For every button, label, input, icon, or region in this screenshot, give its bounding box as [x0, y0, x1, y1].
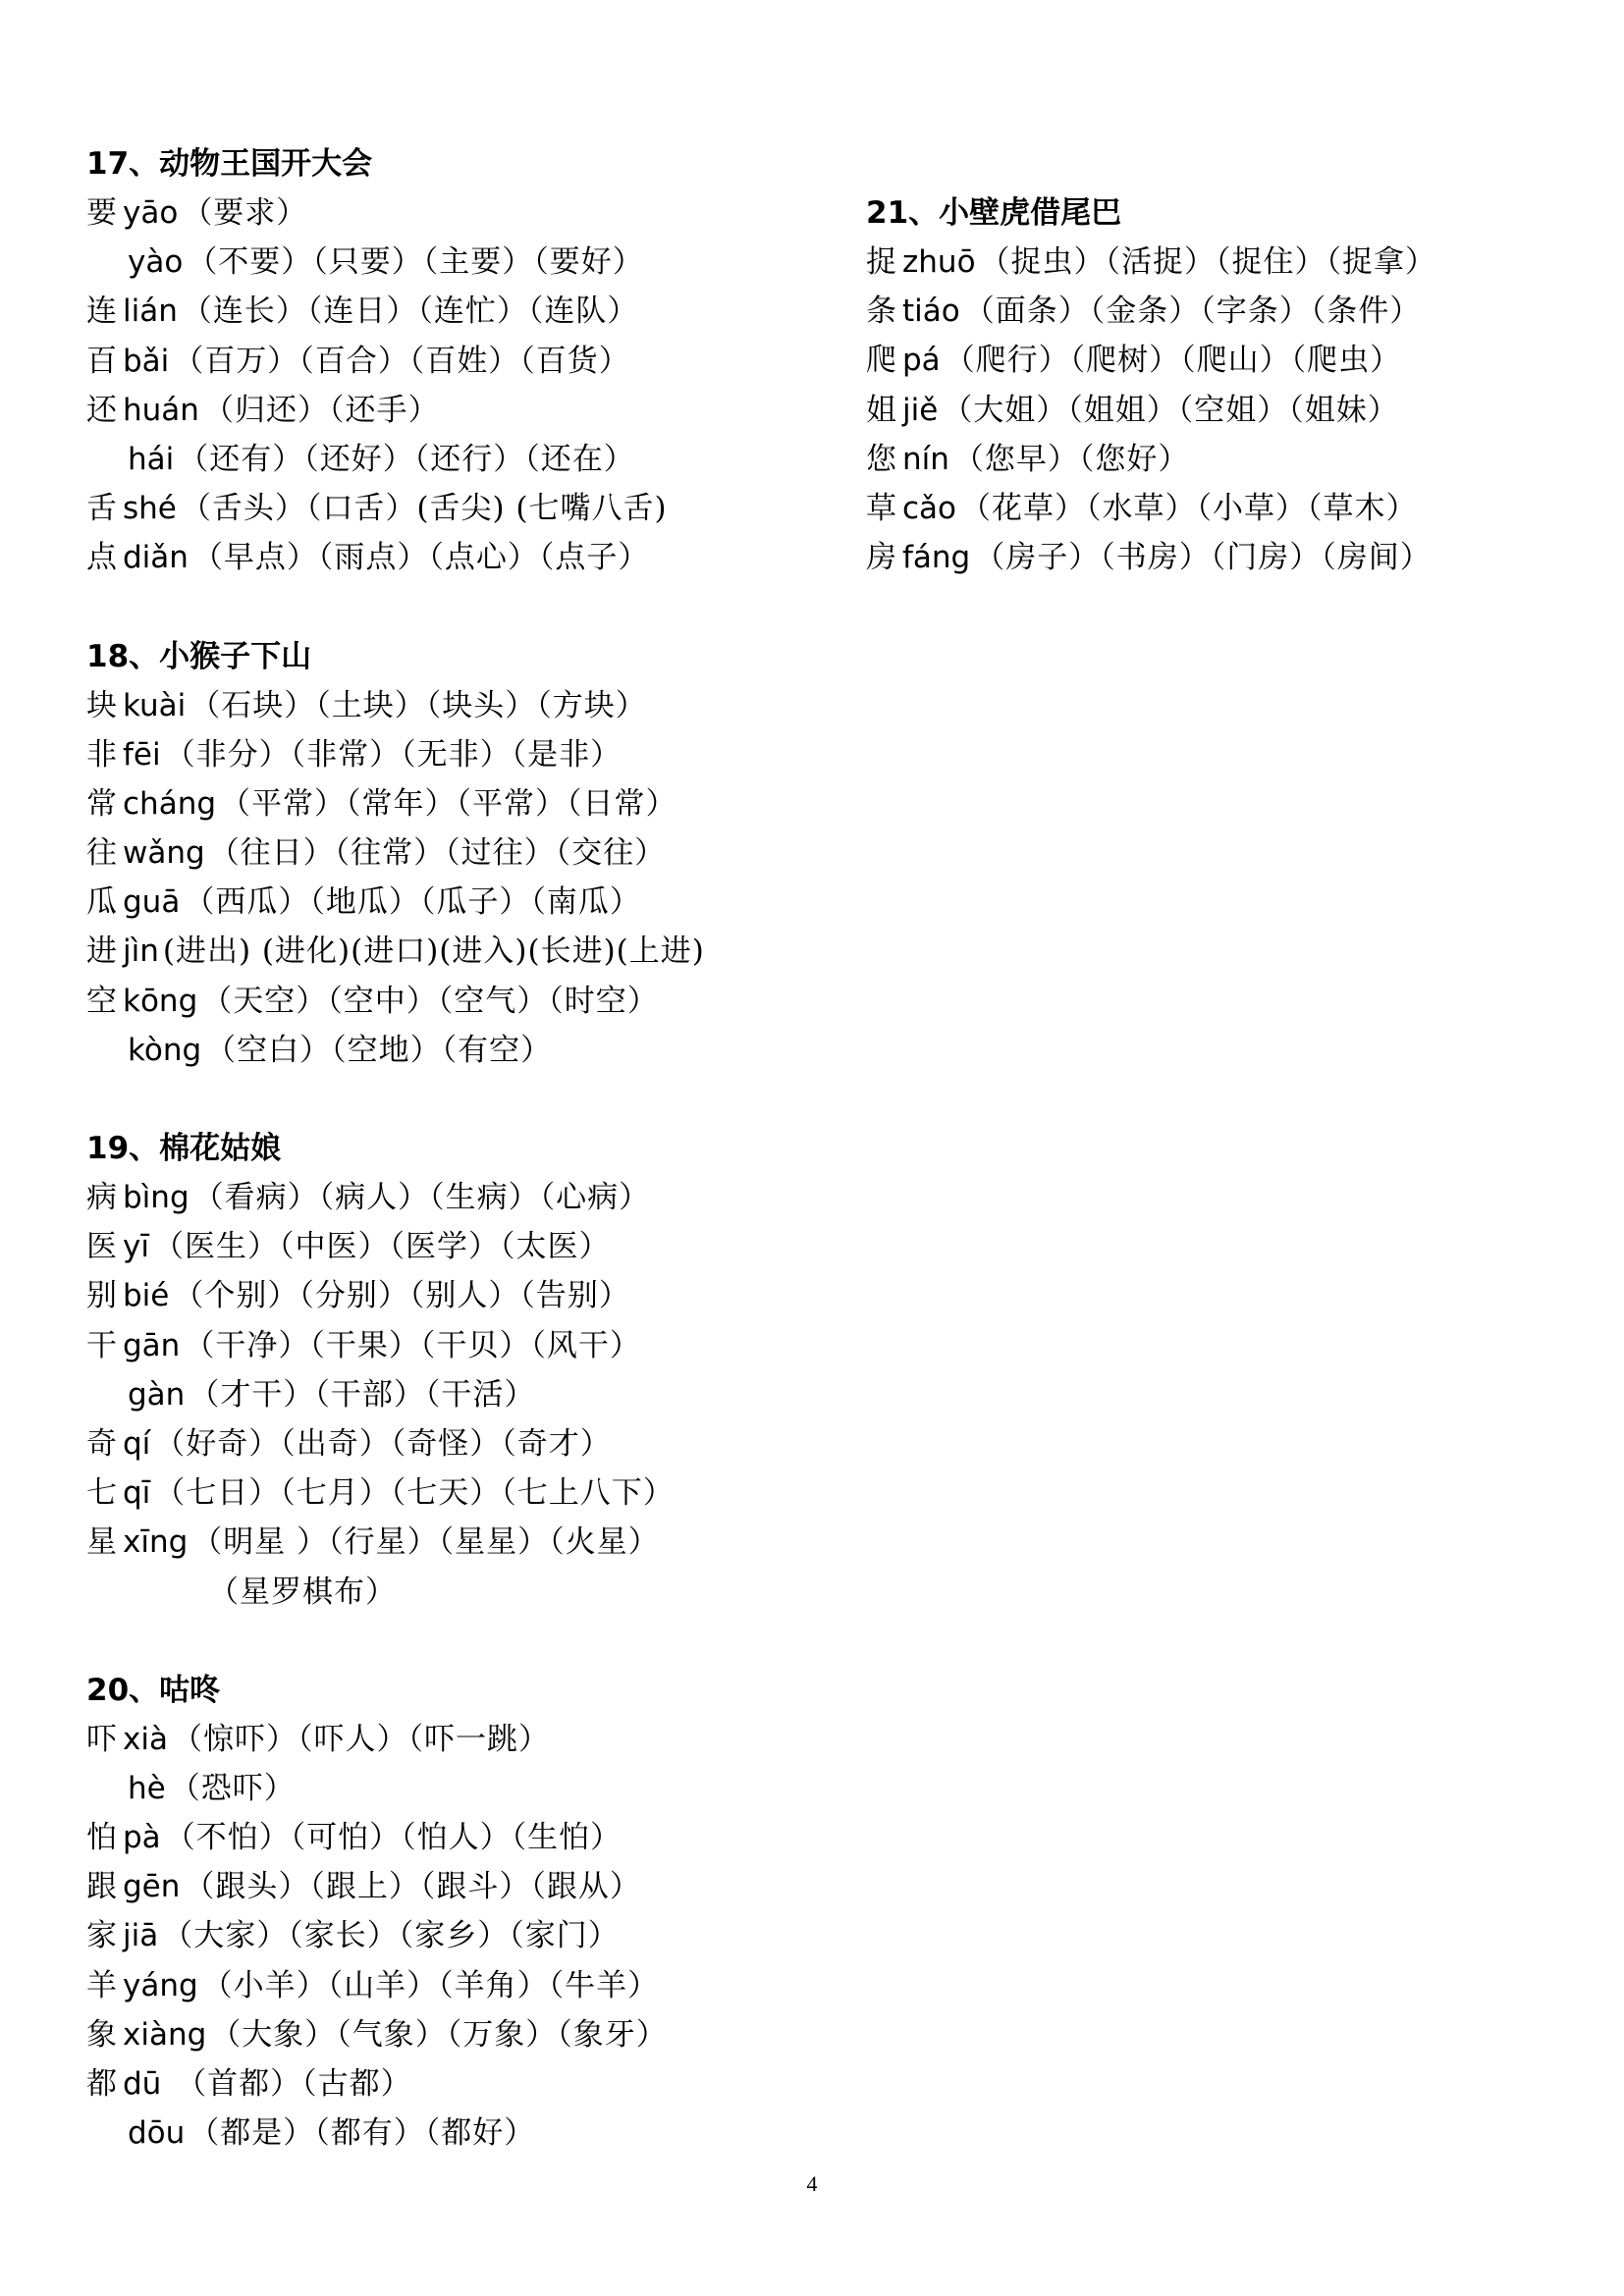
vocab-pinyin: pà	[123, 1820, 161, 1856]
lesson-section	[86, 1124, 872, 1617]
page-number: 4	[806, 2171, 818, 2196]
vocab-entry	[866, 238, 1553, 287]
vocab-words: （大家）（家长）（家乡）（家门）	[162, 1918, 620, 1954]
vocab-character: 块	[86, 687, 117, 723]
vocab-words: （好奇）（出奇）（奇怪）（奇才）	[154, 1425, 612, 1462]
vocab-words: （舌头）（口舌）(舌尖) (七嘴八舌)	[180, 491, 668, 527]
vocab-pinyin: pá	[902, 343, 941, 379]
vocab-character: 星	[86, 1524, 117, 1561]
vocab-words: （要求）	[182, 195, 308, 231]
vocab-pinyin: xià	[123, 1721, 168, 1757]
vocab-entry	[86, 681, 872, 730]
vocab-character: 非	[86, 736, 117, 773]
vocab-entry	[866, 287, 1553, 336]
lesson-section	[86, 1666, 872, 2159]
vocab-entry	[86, 1911, 872, 1960]
vocab-pinyin: yào	[128, 244, 184, 281]
lesson-section	[86, 139, 872, 583]
vocab-entry	[866, 336, 1553, 385]
vocab-entry	[86, 533, 872, 582]
vocab-words: （恐吓）	[169, 1770, 296, 1806]
vocab-words: （归还）（还手）	[202, 392, 440, 428]
vocab-pinyin: jìn	[123, 934, 159, 970]
vocab-words: （都是）（都有）（都好）	[189, 2115, 536, 2152]
lesson-title: 21、小壁虎借尾巴	[866, 195, 1122, 231]
vocab-character: 病	[86, 1180, 117, 1215]
vocab-words: （往日）（往常）（过往）（交往）	[208, 835, 667, 872]
vocab-pinyin: kōng	[123, 983, 198, 1019]
vocab-words: （捉虫）（活捉）（捉住）（捉拿）	[979, 244, 1437, 280]
vocab-entry	[86, 484, 872, 533]
lesson-title: 19、棉花姑娘	[86, 1131, 282, 1166]
vocab-words: （明星 ）（行星）（星星）（火星）	[191, 1524, 660, 1561]
vocab-words: （百万）（百合）（百姓）（百货）	[173, 343, 630, 379]
vocab-pinyin: xīng	[123, 1524, 189, 1561]
vocab-character: 还	[86, 392, 117, 428]
vocab-entry	[86, 927, 872, 976]
vocab-pinyin: gān	[123, 1327, 181, 1363]
vocab-pinyin: jiā	[123, 1918, 159, 1954]
vocab-pinyin: diǎn	[123, 540, 189, 576]
vocab-words: （星罗棋布）	[208, 1574, 397, 1610]
vocab-entry	[86, 2059, 872, 2109]
vocab-character: 进	[86, 934, 117, 970]
vocab-words: （不怕）（可怕）（怕人）（生怕）	[164, 1820, 623, 1856]
vocab-pinyin: fēi	[123, 736, 161, 773]
vocab-words: （不要）（只要）（主要）（要好）	[187, 244, 644, 281]
vocab-character: 羊	[86, 1967, 117, 2003]
vocab-character: 七	[86, 1475, 117, 1512]
vocab-entry	[86, 1715, 872, 1764]
vocab-character: 往	[86, 835, 117, 872]
vocab-words: （平常）（常年）（平常）（日常）	[220, 785, 677, 822]
vocab-entry	[866, 484, 1553, 533]
vocab-character: 爬	[866, 343, 896, 379]
vocab-words: （空白）（空地）（有空）	[205, 1032, 553, 1068]
vocab-pinyin: qī	[123, 1475, 151, 1512]
vocab-pinyin: kuài	[123, 687, 187, 723]
vocab-character: 捉	[866, 244, 896, 280]
vocab-pinyin: yī	[123, 1229, 149, 1265]
vocab-words: （七日）（七月）（七天）（七上八下）	[154, 1475, 675, 1512]
vocab-pinyin: guā	[123, 884, 181, 921]
vocab-character: 房	[866, 540, 896, 576]
vocab-character: 您	[866, 441, 896, 477]
vocab-words: （石块）（土块）（块头）（方块）	[189, 687, 647, 723]
vocab-pinyin: bié	[123, 1278, 170, 1314]
vocab-words: （花草）（水草）（小草）（草木）	[960, 490, 1418, 526]
vocab-pinyin: wǎng	[123, 835, 205, 872]
vocab-words: （早点）（雨点）（点心）（点子）	[191, 540, 650, 576]
vocab-character: 连	[86, 294, 117, 330]
vocab-pinyin: fáng	[902, 540, 971, 576]
vocab-words: （爬行）（爬树）（爬山）（爬虫）	[944, 343, 1402, 379]
vocab-entry	[86, 1222, 872, 1271]
vocab-words: （干净）（干果）（干贝）（风干）	[184, 1327, 641, 1363]
lesson-title: 20、咕咚	[86, 1672, 221, 1708]
vocab-pinyin: gàn	[128, 1376, 186, 1413]
vocab-entry	[86, 730, 872, 779]
vocab-entry	[86, 878, 872, 927]
vocab-entry	[86, 1419, 872, 1468]
vocab-pinyin: xiàng	[123, 2016, 207, 2053]
vocab-entry	[86, 977, 872, 1026]
vocab-pinyin: yáng	[123, 1967, 198, 2003]
vocab-pinyin: dū	[123, 2066, 162, 2102]
vocab-entry	[86, 337, 872, 386]
vocab-pinyin: zhuō	[902, 244, 976, 280]
vocab-entry	[86, 1813, 872, 1862]
vocab-entry	[86, 1862, 872, 1911]
vocab-character: 草	[866, 490, 896, 526]
vocab-entry	[86, 1321, 872, 1370]
vocab-words: （小羊）（山羊）（羊角）（牛羊）	[201, 1967, 660, 2003]
vocab-entry	[86, 1568, 872, 1617]
vocab-words: （大姐）（姐姐）（空姐）（姐妹）	[942, 392, 1399, 428]
vocab-pinyin: hái	[128, 441, 175, 477]
vocab-entry	[86, 1271, 872, 1320]
vocab-pinyin: nín	[902, 441, 949, 477]
vocab-entry	[866, 435, 1553, 484]
vocab-character: 条	[866, 294, 896, 330]
vocab-entry	[86, 386, 872, 435]
vocab-entry	[86, 2109, 872, 2158]
vocab-entry	[86, 238, 872, 287]
vocab-entry	[86, 1961, 872, 2010]
vocab-pinyin: qí	[123, 1425, 151, 1462]
vocab-character: 家	[86, 1918, 117, 1954]
vocab-entry	[86, 188, 872, 238]
vocab-pinyin: jiě	[902, 392, 939, 428]
vocab-words: （面条）（金条）（字条）（条件）	[963, 294, 1422, 330]
vocab-words: （连长）（连日）（连忙）（连队）	[181, 294, 639, 330]
vocab-character: 医	[86, 1229, 117, 1265]
vocab-pinyin: kòng	[128, 1032, 202, 1068]
vocab-pinyin: cháng	[123, 785, 217, 822]
vocab-character: 姐	[866, 392, 896, 428]
vocab-pinyin: shé	[123, 491, 177, 527]
vocab-words: （还有）（还好）（还行）（还在）	[178, 441, 635, 477]
vocab-entry	[86, 1026, 872, 1075]
vocab-character: 要	[86, 195, 117, 231]
vocab-entry	[86, 287, 872, 336]
vocab-character: 干	[86, 1327, 117, 1363]
vocab-words: （惊吓）（吓人）（吓一跳）	[171, 1721, 550, 1757]
vocab-pinyin: bìng	[123, 1180, 189, 1215]
vocab-words: （看病）（病人）（生病）（心病）	[192, 1180, 651, 1215]
vocab-pinyin: gēn	[123, 1869, 181, 1905]
vocab-pinyin: yāo	[123, 195, 179, 231]
lesson-title: 18、小猴子下山	[86, 638, 312, 674]
vocab-words: （才干）（干部）（干活）	[189, 1376, 536, 1413]
vocab-entry	[866, 386, 1553, 435]
vocab-words: （西瓜）（地瓜）（瓜子）（南瓜）	[184, 884, 641, 921]
vocab-words: （您早）（您好）	[952, 441, 1190, 477]
vocab-character: 吓	[86, 1721, 117, 1757]
lesson-title: 17、动物王国开大会	[86, 146, 373, 182]
vocab-character: 跟	[86, 1869, 117, 1905]
vocab-character: 常	[86, 785, 117, 822]
vocab-words: （医生）（中医）（医学）（太医）	[152, 1229, 611, 1265]
vocab-pinyin: hè	[128, 1770, 166, 1806]
vocab-words: （跟头）（跟上）（跟斗）（跟从）	[184, 1869, 641, 1905]
vocab-entry	[86, 828, 872, 878]
vocab-entry	[86, 1173, 872, 1222]
vocab-entry	[86, 2010, 872, 2059]
vocab-entry	[86, 1518, 872, 1567]
vocab-character: 怕	[86, 1820, 117, 1856]
vocab-pinyin: huán	[123, 392, 199, 428]
vocab-entry	[86, 779, 872, 828]
vocab-pinyin: cǎo	[902, 490, 957, 526]
vocab-entry	[86, 435, 872, 484]
lesson-section	[86, 632, 872, 1076]
vocab-entry	[86, 1370, 872, 1419]
vocab-pinyin: dōu	[128, 2115, 186, 2152]
vocab-entry	[86, 1764, 872, 1813]
vocab-character: 别	[86, 1278, 117, 1314]
vocab-words: （首都）（古都）	[165, 2066, 412, 2102]
left-column	[86, 139, 872, 2207]
vocab-character: 舌	[86, 491, 117, 527]
vocab-character: 百	[86, 343, 117, 379]
vocab-character: 瓜	[86, 884, 117, 921]
lesson-section	[866, 188, 1553, 582]
vocab-pinyin: lián	[123, 294, 178, 330]
vocab-pinyin: tiáo	[902, 294, 960, 330]
vocab-words: （大象）（气象）（万象）（象牙）	[210, 2016, 668, 2053]
vocab-words: （个别）（分别）（别人）（告别）	[173, 1278, 630, 1314]
vocab-entry	[866, 533, 1553, 582]
vocab-pinyin: bǎi	[123, 343, 170, 379]
vocab-character: 都	[86, 2066, 117, 2102]
vocab-words: （非分）（非常）（无非）（是非）	[164, 736, 623, 773]
vocab-words: （天空）（空中）（空气）（时空）	[201, 983, 659, 1019]
vocab-character: 奇	[86, 1425, 117, 1462]
right-column	[866, 188, 1553, 631]
vocab-character: 点	[86, 540, 117, 576]
vocab-character: 空	[86, 983, 117, 1019]
vocab-entry	[86, 1468, 872, 1518]
vocab-character: 象	[86, 2016, 117, 2053]
vocab-words: (进出) (进化)(进口)(进入)(长进)(上进)	[162, 934, 705, 970]
vocab-words: （房子）（书房）（门房）（房间）	[974, 540, 1432, 576]
